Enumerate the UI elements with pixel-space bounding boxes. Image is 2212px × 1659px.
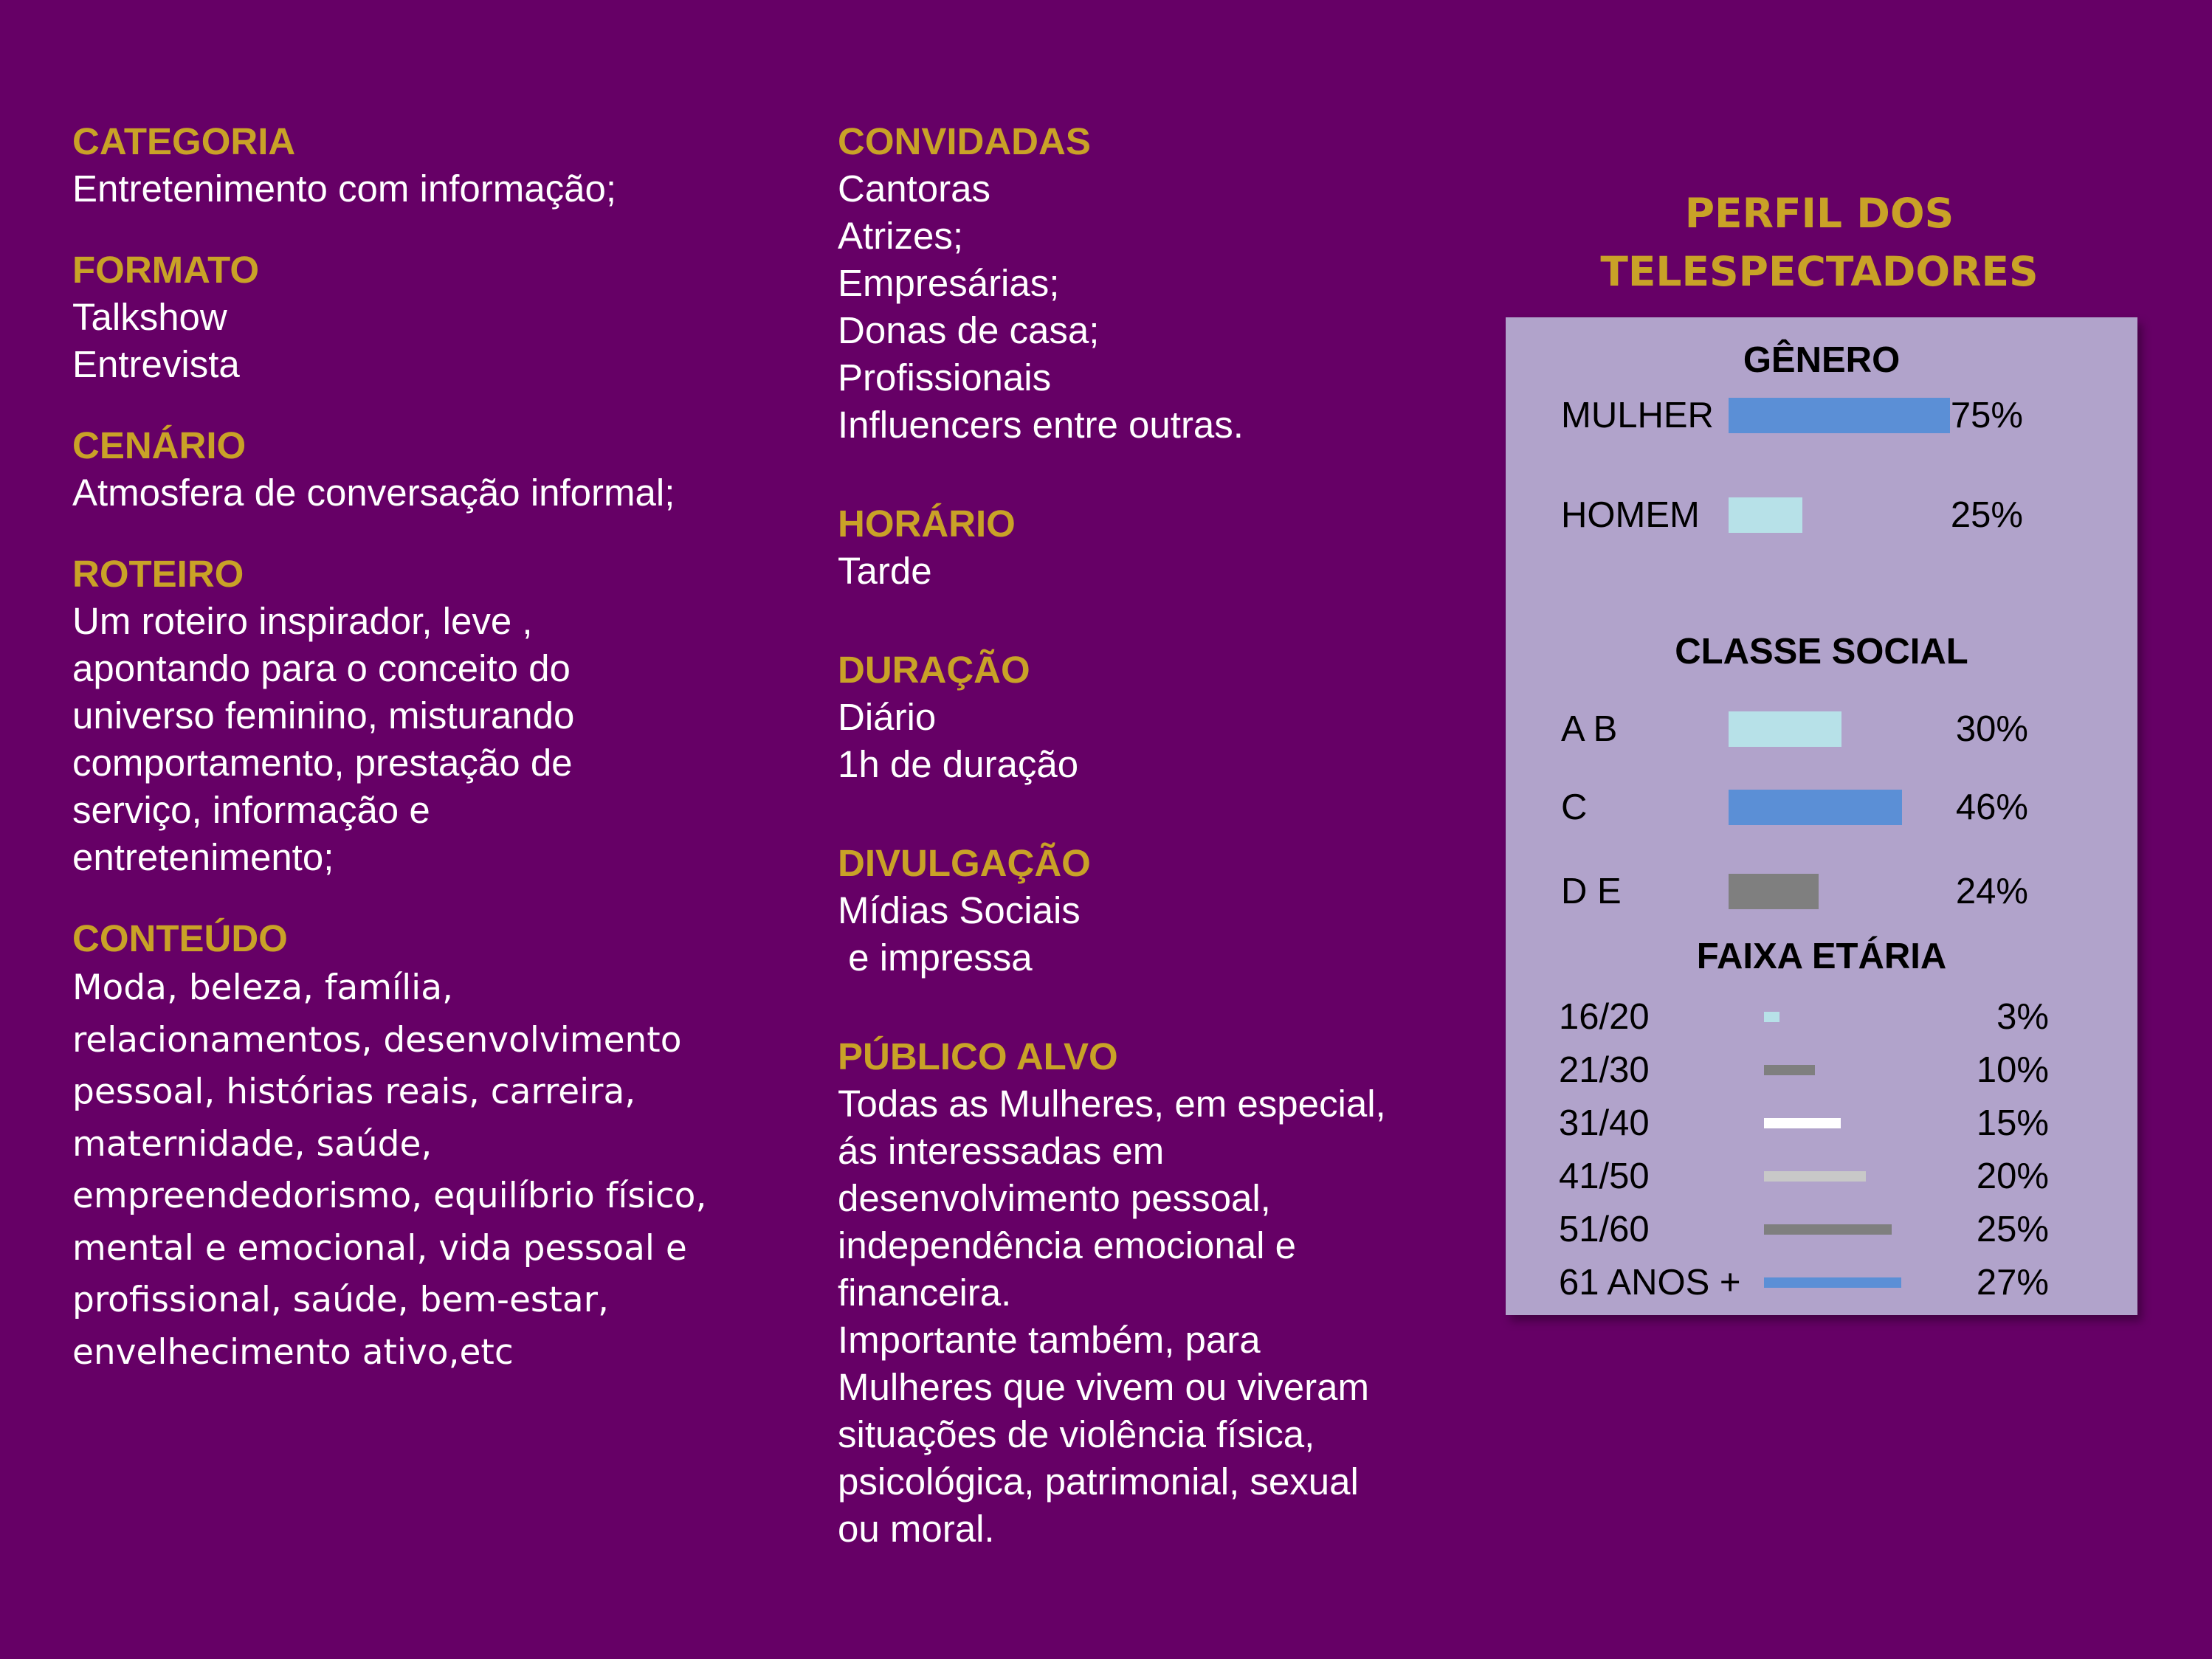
section-line: serviço, informação e [72, 789, 430, 831]
section-line: Um roteiro inspirador, leve , [72, 600, 533, 642]
chart-title: GÊNERO [1743, 340, 1901, 380]
section-line: Profissionais [838, 356, 1052, 399]
section-line: Entrevista [72, 343, 240, 385]
section-categoria [72, 118, 781, 213]
profile-title-line: TELESPECTADORES [1600, 248, 2039, 295]
section-cenario [72, 422, 781, 517]
section-line: maternidade, saúde, [72, 1123, 433, 1165]
section-line: financeira. [838, 1272, 1012, 1314]
bar [1729, 711, 1841, 747]
value-label: 10% [1976, 1050, 2049, 1090]
category-label: A B [1561, 709, 1618, 749]
section-heading: CONTEÚDO [72, 917, 288, 959]
section-line: comportamento, prestação de [72, 742, 573, 784]
section-duracao [838, 646, 1450, 788]
section-line: relacionamentos, desenvolvimento [72, 1019, 682, 1060]
category-label: HOMEM [1561, 495, 1700, 535]
section-heading: DURAÇÃO [838, 649, 1030, 691]
value-label: 24% [1955, 872, 2028, 911]
section-line: ás interessadas em [838, 1130, 1165, 1172]
value-label: 3% [1996, 997, 2049, 1037]
section-line: situações de violência física, [838, 1413, 1315, 1455]
chart-title: CLASSE SOCIAL [1675, 632, 1968, 672]
section-line: Empresárias; [838, 262, 1060, 304]
section-line: Talkshow [72, 296, 227, 338]
section-line: profissional, saúde, bem-estar, [72, 1280, 609, 1320]
section-line: pessoal, histórias reais, carreira, [72, 1072, 636, 1112]
section-line: psicológica, patrimonial, sexual [838, 1460, 1359, 1503]
section-line: 1h de duração [838, 743, 1079, 785]
bar [1764, 1224, 1892, 1235]
section-line: e impressa [838, 937, 1033, 979]
bar [1729, 398, 1950, 433]
category-label: 21/30 [1559, 1050, 1650, 1090]
section-line: Entretenimento com informação; [72, 168, 617, 210]
category-label: 61 ANOS + [1559, 1263, 1741, 1303]
bar [1764, 1118, 1841, 1128]
bar [1729, 790, 1902, 825]
left-column [72, 118, 781, 1379]
profile-title-line: PERFIL DOS [1684, 190, 1954, 237]
bar [1764, 1065, 1815, 1075]
section-convidadas [838, 118, 1450, 449]
value-label: 27% [1976, 1263, 2049, 1303]
section-roteiro [72, 551, 781, 881]
section-line: Atmosfera de conversação informal; [72, 472, 675, 514]
section-line: desenvolvimento pessoal, [838, 1177, 1271, 1219]
bar [1764, 1171, 1866, 1182]
section-line: Moda, beleza, família, [72, 968, 453, 1008]
section-horario [838, 500, 1450, 595]
section-heading: DIVULGAÇÃO [838, 842, 1091, 884]
section-line: envelhecimento ativo,etc [72, 1331, 514, 1373]
middle-column [838, 118, 1450, 1553]
section-heading: HORÁRIO [838, 503, 1016, 545]
section-line: independência emocional e [838, 1224, 1296, 1266]
section-line: mental e emocional, vida pessoal e [72, 1227, 687, 1269]
section-heading: CONVIDADAS [838, 120, 1091, 162]
section-heading: FORMATO [72, 249, 260, 291]
category-label: 31/40 [1559, 1103, 1650, 1143]
bar [1764, 1012, 1779, 1022]
section-line: Donas de casa; [838, 309, 1100, 351]
section-line: ou moral. [838, 1508, 995, 1550]
category-label: 51/60 [1559, 1210, 1650, 1249]
section-line: Mídias Sociais [838, 889, 1081, 931]
bar [1729, 874, 1819, 909]
section-heading: CENÁRIO [72, 424, 247, 466]
section-conteudo [72, 915, 781, 1379]
section-line: Atrizes; [838, 215, 964, 257]
value-label: 25% [1976, 1210, 2049, 1249]
chart-title: FAIXA ETÁRIA [1696, 937, 1947, 976]
category-label: 16/20 [1559, 997, 1650, 1037]
category-label: C [1561, 787, 1588, 827]
value-label: 75% [1950, 396, 2023, 435]
profile-title [1550, 184, 2089, 301]
section-line: entretenimento; [72, 836, 334, 878]
section-formato [72, 246, 781, 388]
section-divulgacao [838, 840, 1450, 982]
value-label: 20% [1976, 1156, 2049, 1196]
value-label: 46% [1955, 787, 2028, 827]
section-line: empreendedorismo, equilíbrio físico, [72, 1176, 707, 1216]
value-label: 30% [1955, 709, 2028, 749]
bar [1729, 497, 1802, 533]
section-line: Todas as Mulheres, em especial, [838, 1083, 1386, 1125]
section-line: Importante também, para [838, 1319, 1261, 1361]
section-heading: ROTEIRO [72, 553, 244, 595]
viewer-profile-panel [1506, 317, 2137, 1315]
category-label: D E [1561, 872, 1622, 911]
section-publico-alvo [838, 1033, 1450, 1553]
section-line: Influencers entre outras. [838, 404, 1244, 446]
section-line: Cantoras [838, 168, 990, 210]
section-heading: CATEGORIA [72, 120, 296, 162]
value-label: 25% [1950, 495, 2023, 535]
category-label: MULHER [1561, 396, 1714, 435]
section-line: Mulheres que vivem ou viveram [838, 1366, 1369, 1408]
section-line: Tarde [838, 550, 932, 592]
category-label: 41/50 [1559, 1156, 1650, 1196]
value-label: 15% [1976, 1103, 2049, 1143]
bar [1764, 1277, 1901, 1288]
section-line: apontando para o conceito do [72, 647, 571, 689]
section-heading: PÚBLICO ALVO [838, 1035, 1118, 1077]
section-line: Diário [838, 696, 937, 738]
section-line: universo feminino, misturando [72, 694, 575, 737]
